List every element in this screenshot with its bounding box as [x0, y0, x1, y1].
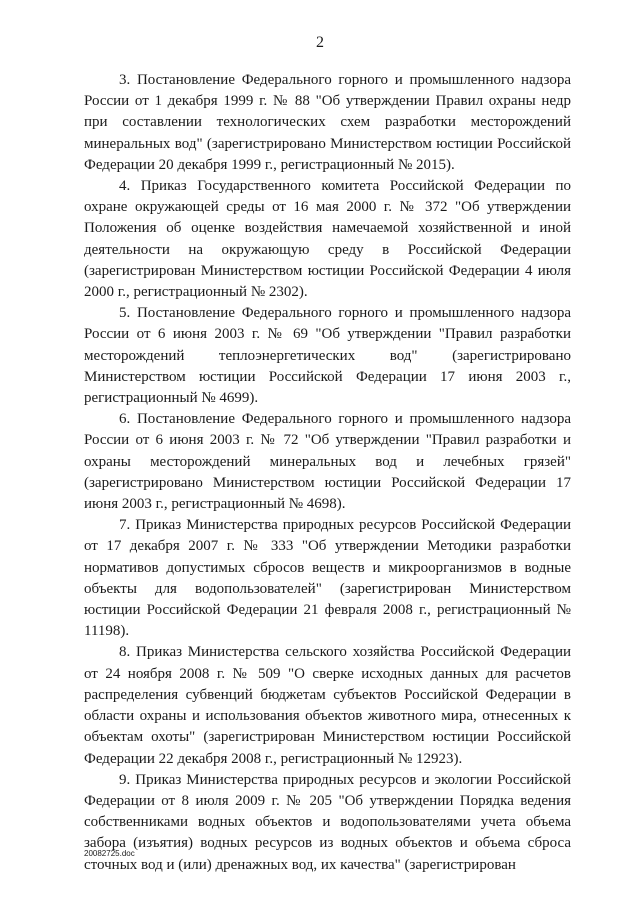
list-item: 8. Приказ Министерства сельского хозяйства Российской Федерации от 24 ноября 2008 г. № 509 "О сверке исходных данных для расчетов распределения субвенций бюджетам субъектов Российской Федерации в области охраны и использования объектов животного мира, отнесенных к объектам охоты" (зарегистрирован Министерством юстиции Российской Федерации 22 декабря 2008 г., регистрационный № 12923).: [84, 644, 571, 767]
list-item: 4. Приказ Государственного комитета Российской Федерации по охране окружающей среды от 16 мая 2000 г. № 372 "Об утверждении Положения об оценке воздействия намечаемой хозяйственной и иной деятельности на окружающую среду в Российской Федерации (зарегистрирован Министерством юстиции Российской Федерации 4 июля 2000 г., регистрационный № 2302).: [84, 178, 571, 301]
list-item: 9. Приказ Министерства природных ресурсов и экологии Российской Федерации от 8 июля 2009 г. № 205 "Об утверждении Порядка ведения собственниками водных объектов и водопользователями учета объема забора (изъятия) водных ресурсов из водных объектов и объема сброса сточных вод и (или) дренажных вод, их качества" (зарегистрирован: [84, 771, 571, 873]
document-filename: 20082725.doc: [84, 849, 135, 858]
document-body: [84, 70, 571, 876]
page-number: 2: [316, 34, 324, 51]
list-item: 7. Приказ Министерства природных ресурсов Российской Федерации от 17 декабря 2007 г. № 333 "Об утверждении Методики разработки нормативов допустимых сбросов веществ и микроорганизмов в водные объекты для водопользователей" (зарегистрирован Министерством юстиции Российской Федерации 21 февраля 2008 г., регистрационный № 11198).: [84, 517, 571, 640]
list-item: 5. Постановление Федерального горного и промышленного надзора России от 6 июня 2003 г. № 69 "Об утверждении "Правил разработки месторождений теплоэнергетических вод" (зарегистрировано Министерством юстиции Российской Федерации 17 июня 2003 г., регистрационный № 4699).: [84, 305, 571, 407]
list-item: 3. Постановление Федерального горного и промышленного надзора России от 1 декабря 1999 г. № 88 "Об утверждении Правил охраны недр при составлении технологических схем разработки месторождений минеральных вод" (зарегистрировано Министерством юстиции Российской Федерации 20 декабря 1999 г., регистрационный № 2015).: [84, 72, 571, 173]
list-item: 6. Постановление Федерального горного и промышленного надзора России от 6 июня 2003 г. № 72 "Об утверждении "Правил разработки и охраны месторождений минеральных вод и лечебных грязей" (зарегистрировано Министерством юстиции Российской Федерации 17 июня 2003 г., регистрационный № 4698).: [84, 411, 571, 513]
